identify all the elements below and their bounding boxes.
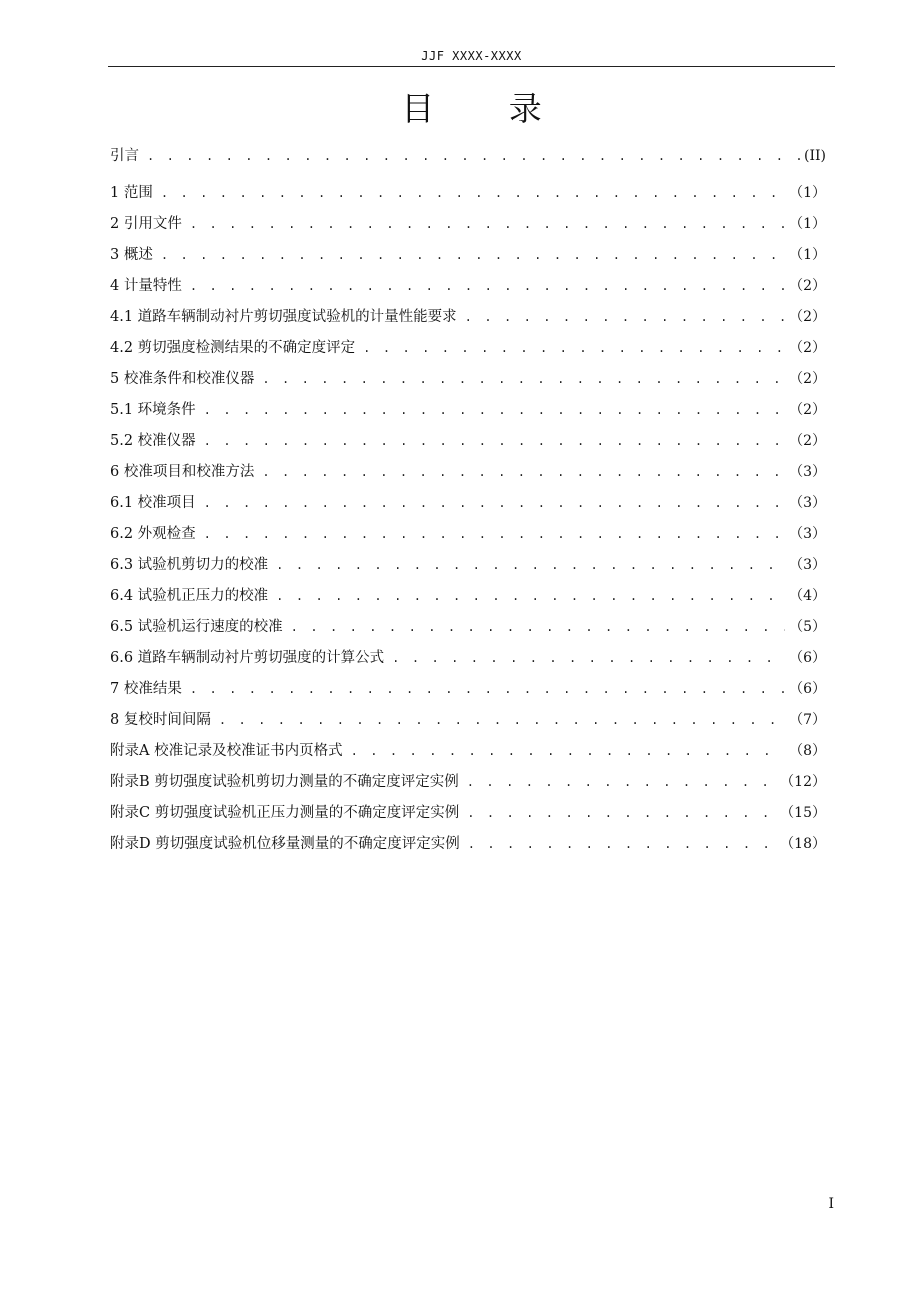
toc-entry-6-6[interactable] bbox=[110, 646, 826, 677]
toc-entry-label: 6.2 外观检查 bbox=[110, 526, 196, 542]
toc-entry-label: 3 概述 bbox=[110, 247, 153, 263]
toc-leader-dots bbox=[147, 144, 800, 168]
toc-entry-calibration-conditions[interactable] bbox=[110, 367, 826, 398]
toc-entry-calibration-items[interactable] bbox=[110, 460, 826, 491]
toc-leader-dots bbox=[190, 212, 785, 236]
toc-entry-page: （7） bbox=[789, 712, 826, 728]
toc-entry-6-2[interactable] bbox=[110, 522, 826, 553]
toc-entry-page: （15） bbox=[780, 805, 826, 821]
toc-list bbox=[110, 144, 826, 863]
toc-entry-page: （4） bbox=[789, 588, 826, 604]
toc-entry-label: 4.2 剪切强度检测结果的不确定度评定 bbox=[110, 340, 356, 356]
header-rule bbox=[108, 66, 835, 67]
toc-leader-dots bbox=[276, 584, 785, 608]
toc-entry-4-2[interactable] bbox=[110, 336, 826, 367]
toc-entry-label: 1 范围 bbox=[110, 185, 153, 201]
toc-leader-dots bbox=[392, 646, 785, 670]
toc-entry-page: （2） bbox=[789, 371, 826, 387]
toc-leader-dots bbox=[161, 181, 785, 205]
toc-entry-6-4[interactable] bbox=[110, 584, 826, 615]
toc-entry-page: （3） bbox=[789, 495, 826, 511]
toc-entry-page: （3） bbox=[789, 464, 826, 480]
toc-leader-dots bbox=[204, 398, 785, 422]
toc-leader-dots bbox=[467, 770, 776, 794]
toc-leader-dots bbox=[262, 460, 785, 484]
toc-entry-references[interactable] bbox=[110, 212, 826, 243]
toc-entry-label: 6.6 道路车辆制动衬片剪切强度的计算公式 bbox=[110, 650, 385, 666]
page-number: I bbox=[828, 1196, 834, 1212]
toc-entry-page: （3） bbox=[789, 557, 826, 573]
document-header-code: JJF XXXX-XXXX bbox=[421, 49, 522, 63]
toc-entry-page: （6） bbox=[789, 650, 826, 666]
toc-leader-dots bbox=[262, 367, 785, 391]
toc-leader-dots bbox=[465, 305, 785, 329]
toc-leader-dots bbox=[351, 739, 785, 763]
toc-entry-calibration-results[interactable] bbox=[110, 677, 826, 708]
toc-entry-page: （6） bbox=[789, 681, 826, 697]
toc-entry-appendix-b[interactable] bbox=[110, 770, 826, 801]
toc-entry-page: （2） bbox=[789, 340, 826, 356]
toc-entry-label: 5 校准条件和校准仪器 bbox=[110, 371, 255, 387]
toc-entry-6-3[interactable] bbox=[110, 553, 826, 584]
toc-entry-page: (II) bbox=[804, 148, 826, 164]
toc-entry-page: （12） bbox=[780, 774, 826, 790]
toc-entry-page: （5） bbox=[789, 619, 826, 635]
toc-entry-page: （3） bbox=[789, 526, 826, 542]
toc-entry-page: （2） bbox=[789, 402, 826, 418]
toc-leader-dots bbox=[190, 677, 785, 701]
toc-entry-label: 2 引用文件 bbox=[110, 216, 182, 232]
toc-leader-dots bbox=[204, 522, 785, 546]
toc-leader-dots bbox=[204, 491, 785, 515]
toc-entry-page: （18） bbox=[780, 836, 826, 852]
toc-entry-label: 附录C 剪切强度试验机正压力测量的不确定度评定实例 bbox=[110, 805, 460, 821]
toc-entry-metrological-characteristics[interactable] bbox=[110, 274, 826, 305]
toc-entry-appendix-a[interactable] bbox=[110, 739, 826, 770]
toc-entry-label: 引言 bbox=[110, 148, 139, 164]
toc-leader-dots bbox=[291, 615, 785, 639]
toc-leader-dots bbox=[161, 243, 785, 267]
toc-entry-label: 附录B 剪切强度试验机剪切力测量的不确定度评定实例 bbox=[110, 774, 459, 790]
toc-entry-label: 6.1 校准项目 bbox=[110, 495, 196, 511]
toc-entry-page: （2） bbox=[789, 309, 826, 325]
toc-entry-4-1[interactable] bbox=[110, 305, 826, 336]
toc-entry-page: （1） bbox=[789, 216, 826, 232]
toc-entry-6-5[interactable] bbox=[110, 615, 826, 646]
toc-entry-label: 6.3 试验机剪切力的校准 bbox=[110, 557, 269, 573]
toc-entry-label: 附录A 校准记录及校准证书内页格式 bbox=[110, 743, 343, 759]
toc-entry-6-1[interactable] bbox=[110, 491, 826, 522]
toc-leader-dots bbox=[468, 832, 776, 856]
toc-entry-preface[interactable] bbox=[110, 144, 826, 181]
toc-entry-page: （1） bbox=[789, 247, 826, 263]
toc-entry-label: 6.5 试验机运行速度的校准 bbox=[110, 619, 283, 635]
toc-entry-label: 6.4 试验机正压力的校准 bbox=[110, 588, 269, 604]
toc-leader-dots bbox=[204, 429, 785, 453]
toc-entry-page: （8） bbox=[789, 743, 826, 759]
toc-entry-5-1[interactable] bbox=[110, 398, 826, 429]
toc-entry-page: （1） bbox=[789, 185, 826, 201]
toc-leader-dots bbox=[219, 708, 785, 732]
toc-entry-appendix-d[interactable] bbox=[110, 832, 826, 863]
toc-entry-label: 7 校准结果 bbox=[110, 681, 182, 697]
toc-entry-label: 6 校准项目和校准方法 bbox=[110, 464, 255, 480]
toc-leader-dots bbox=[467, 801, 776, 825]
toc-leader-dots bbox=[190, 274, 785, 298]
toc-entry-label: 4 计量特性 bbox=[110, 278, 182, 294]
toc-leader-dots bbox=[276, 553, 785, 577]
toc-entry-label: 8 复校时间间隔 bbox=[110, 712, 211, 728]
toc-entry-label: 4.1 道路车辆制动衬片剪切强度试验机的计量性能要求 bbox=[110, 309, 457, 325]
toc-entry-label: 5.1 环境条件 bbox=[110, 402, 196, 418]
toc-entry-scope[interactable] bbox=[110, 181, 826, 212]
toc-entry-appendix-c[interactable] bbox=[110, 801, 826, 832]
toc-entry-page: （2） bbox=[789, 433, 826, 449]
toc-entry-label: 5.2 校准仪器 bbox=[110, 433, 196, 449]
toc-title: 目 录 bbox=[401, 89, 574, 128]
toc-entry-overview[interactable] bbox=[110, 243, 826, 274]
toc-entry-5-2[interactable] bbox=[110, 429, 826, 460]
toc-leader-dots bbox=[363, 336, 785, 360]
toc-entry-page: （2） bbox=[789, 278, 826, 294]
toc-entry-recalibration-interval[interactable] bbox=[110, 708, 826, 739]
toc-entry-label: 附录D 剪切强度试验机位移量测量的不确定度评定实例 bbox=[110, 836, 460, 852]
